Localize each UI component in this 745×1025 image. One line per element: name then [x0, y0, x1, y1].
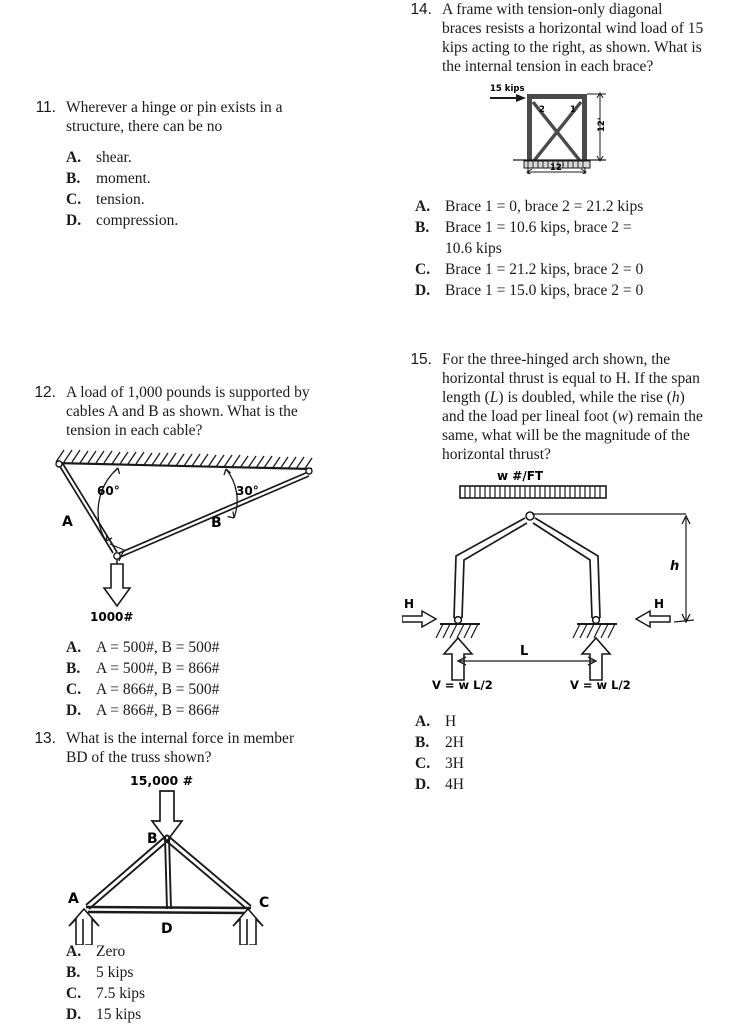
choice-11-d[interactable] — [56, 210, 380, 231]
distributed-load-label: w #/FT — [497, 469, 544, 483]
choice-letter: A. — [66, 149, 82, 166]
choice-11-c[interactable] — [56, 189, 380, 210]
reaction-left-label: V = w L/2 — [432, 678, 493, 690]
choice-12-c[interactable] — [56, 679, 380, 700]
q15-var-h: h — [671, 389, 680, 406]
choice-15-c[interactable] — [405, 753, 745, 774]
brace-2-label: 2 — [539, 105, 545, 115]
choice-text: 5 kips — [96, 964, 134, 981]
question-15 — [390, 350, 745, 464]
frame-load-label: 15 kips — [490, 84, 525, 94]
reaction-right-label: V = w L/2 — [570, 678, 631, 690]
load-label: 1000# — [90, 610, 134, 621]
choice-letter: C. — [66, 681, 82, 698]
choice-letter: B. — [66, 170, 81, 187]
choice-13-a[interactable] — [56, 941, 380, 962]
q15-part2: ) is doubled, while the rise ( — [498, 389, 672, 406]
q15-var-w: w — [617, 408, 628, 425]
choice-12-b[interactable] — [56, 658, 380, 679]
choice-11-a[interactable] — [56, 147, 380, 168]
choice-text: A = 866#, B = 500# — [96, 681, 220, 698]
question-14-text: A frame with tension-only diagonal braces resists a horizontal wind load of 15 kips acting to the right, as shown. What is the internal tension in each brace? — [442, 1, 704, 75]
choice-text: 7.5 kips — [96, 985, 146, 1002]
question-14-number: 14. — [410, 1, 432, 18]
joint-a-label: A — [68, 891, 79, 907]
angle-right-label: 30° — [236, 484, 259, 498]
choice-text: Brace 1 = 10.6 kips, brace 2 = 10.6 kips — [445, 219, 632, 257]
question-15-header — [390, 350, 745, 464]
cable-b-label: B — [211, 515, 222, 531]
rise-label: h — [670, 559, 680, 574]
choice-14-d[interactable] — [405, 280, 745, 301]
truss-load-label: 15,000 # — [130, 773, 194, 788]
figure-three-hinged-arch — [402, 468, 732, 690]
question-12-number: 12. — [34, 384, 56, 401]
choice-text: A = 500#, B = 866# — [96, 660, 220, 677]
question-12-text: A load of 1,000 pounds is supported by cables A and B as shown. What is the tension in each cable? — [66, 384, 310, 439]
choice-letter: C. — [415, 261, 431, 278]
choice-text: moment. — [96, 170, 151, 187]
choice-15-d[interactable] — [405, 774, 745, 795]
choice-14-c[interactable] — [405, 259, 745, 280]
q15-part1: For the three-hinged arch shown, the horizontal thrust is equal to H. If the span length ( — [442, 351, 700, 406]
choice-12-a[interactable] — [56, 637, 380, 658]
choice-letter: B. — [66, 964, 81, 981]
joint-c-label: C — [259, 895, 270, 911]
question-12-choices — [56, 637, 380, 721]
question-11-number: 11. — [35, 99, 56, 116]
choice-text: A = 866#, B = 866# — [96, 702, 220, 719]
question-15-text — [442, 350, 704, 464]
brace-1-label: 1 — [570, 105, 576, 115]
choice-13-c[interactable] — [56, 983, 380, 1004]
joint-d-label: D — [161, 921, 173, 937]
figure-truss — [55, 773, 315, 945]
choice-14-b[interactable] — [405, 217, 745, 259]
figure-braced-frame — [488, 82, 663, 174]
question-13-number: 13. — [34, 730, 56, 747]
choice-15-a[interactable] — [405, 711, 745, 732]
choice-text: Zero — [96, 943, 126, 960]
choice-text: compression. — [96, 212, 179, 229]
choice-text: Brace 1 = 0, brace 2 = 21.2 kips — [445, 198, 644, 215]
choice-13-d[interactable] — [56, 1004, 380, 1025]
frame-height-label: 12' — [597, 117, 607, 132]
choice-15-b[interactable] — [405, 732, 745, 753]
choice-13-b[interactable] — [56, 962, 380, 983]
question-13-header — [14, 729, 380, 767]
question-15-number: 15. — [410, 351, 432, 368]
choice-letter: D. — [66, 1006, 82, 1023]
cable-a-label: A — [62, 514, 73, 530]
question-11 — [14, 98, 380, 231]
span-label: L — [520, 644, 529, 659]
choice-letter: A. — [66, 943, 82, 960]
question-15-choices — [405, 711, 745, 795]
choice-letter: A. — [415, 713, 431, 730]
q15-part4: ) remain the same, what will be the magnitude of the horizontal thrust? — [442, 408, 703, 463]
question-12-header — [14, 383, 380, 440]
choice-letter: C. — [66, 191, 82, 208]
choice-text: 3H — [445, 755, 464, 772]
question-14-header — [390, 0, 745, 76]
question-14-choices — [405, 196, 745, 301]
choice-letter: D. — [66, 212, 82, 229]
choice-text: 4H — [445, 776, 464, 793]
choice-text: Brace 1 = 15.0 kips, brace 2 = 0 — [445, 282, 644, 299]
question-13-choices — [56, 941, 380, 1025]
choice-letter: D. — [415, 282, 431, 299]
q15-var-L: L — [489, 389, 499, 406]
question-11-header — [14, 98, 380, 136]
choice-12-d[interactable] — [56, 700, 380, 721]
thrust-right-label: H — [654, 597, 665, 611]
question-13 — [14, 729, 380, 767]
choice-letter: B. — [66, 660, 81, 677]
angle-left-label: 60° — [97, 484, 120, 498]
choice-text: 15 kips — [96, 1006, 142, 1023]
joint-b-label: B — [147, 831, 158, 847]
choice-letter: D. — [66, 702, 82, 719]
question-11-choices — [56, 147, 380, 231]
choice-letter: B. — [415, 219, 430, 236]
question-11-text: Wherever a hinge or pin exists in a structure, there can be no — [66, 99, 283, 135]
choice-text: A = 500#, B = 500# — [96, 639, 220, 656]
choice-text: tension. — [96, 191, 145, 208]
choice-letter: C. — [415, 755, 431, 772]
choice-letter: D. — [415, 776, 431, 793]
choice-text: 2H — [445, 734, 464, 751]
choice-11-b[interactable] — [56, 168, 380, 189]
question-12 — [14, 383, 380, 440]
choice-text: shear. — [96, 149, 132, 166]
choice-letter: C. — [66, 985, 82, 1002]
frame-width-label: 12' — [550, 163, 565, 173]
choice-letter: B. — [415, 734, 430, 751]
thrust-left-label: H — [404, 597, 415, 611]
choice-text: H — [445, 713, 457, 730]
question-13-text: What is the internal force in member BD of the truss shown? — [66, 730, 295, 766]
question-14 — [390, 0, 745, 76]
choice-letter: A. — [66, 639, 82, 656]
q15-part3: ) and the load per lineal foot ( — [442, 389, 685, 425]
right-column — [380, 0, 745, 1024]
choice-14-a[interactable] — [405, 196, 745, 217]
figure-two-cable-support — [40, 446, 330, 621]
choice-letter: A. — [415, 198, 431, 215]
choice-text: Brace 1 = 21.2 kips, brace 2 = 0 — [445, 261, 644, 278]
